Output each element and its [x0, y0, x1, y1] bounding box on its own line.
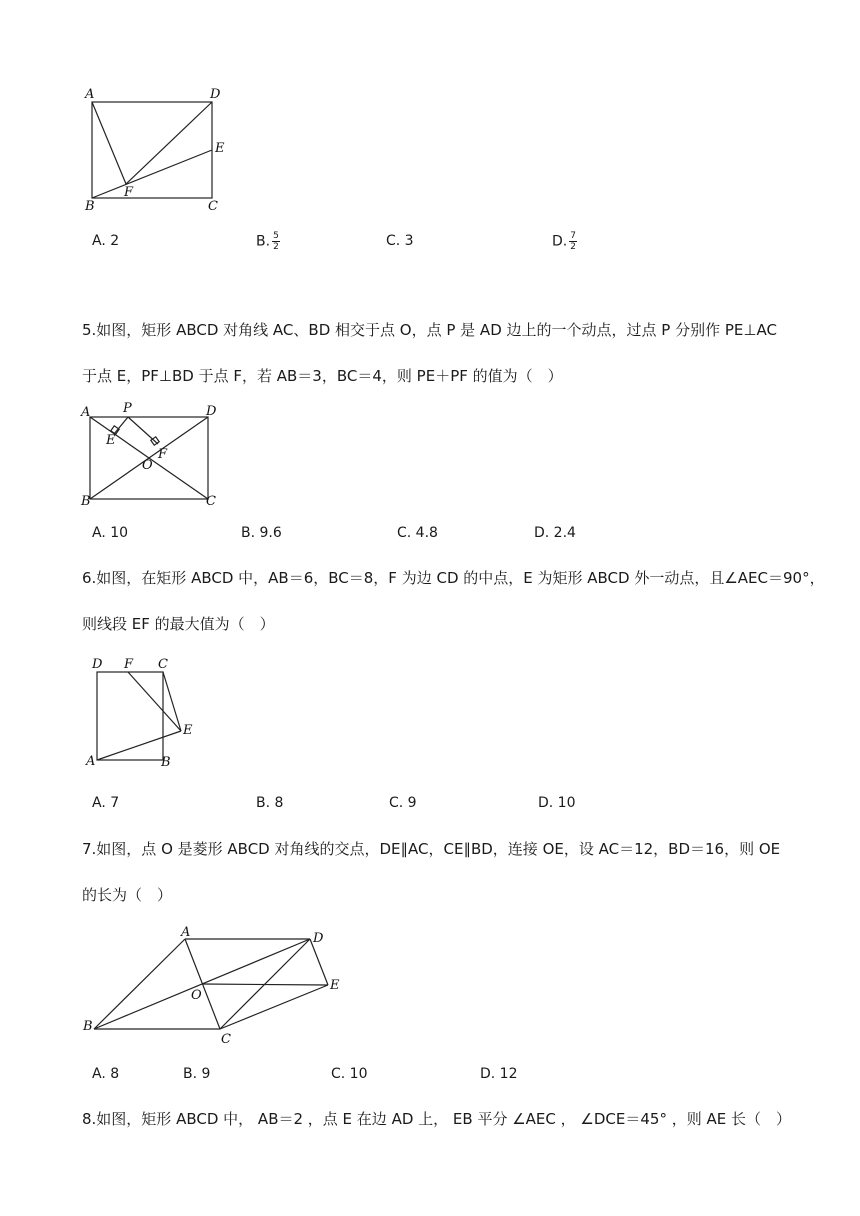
- q4-option-b-label: B.: [256, 233, 271, 250]
- q7-label-c: C: [221, 1032, 231, 1047]
- q6-option-a: A. 7: [92, 795, 120, 811]
- q7-stem-line1: 7.如图，点 O 是菱形 ABCD 对角线的交点，DE∥AC，CE∥BD，连接 OE，设 AC＝12，BD＝16，则 OE: [82, 840, 781, 858]
- q6-label-e: E: [183, 723, 193, 738]
- q7-option-d: D. 12: [480, 1066, 518, 1082]
- q6-option-b: B. 8: [256, 795, 284, 811]
- q6-label-a: A: [86, 754, 96, 769]
- q5-label-c: C: [206, 494, 216, 509]
- q7-label-o: O: [191, 988, 202, 1003]
- q5-label-a: A: [81, 405, 91, 420]
- q4-figure: [80, 84, 240, 216]
- q5-stem-line2: 于点 E，PF⊥BD 于点 F，若 AB＝3，BC＝4，则 PE＋PF 的值为（ ）: [82, 367, 563, 385]
- q7-label-d: D: [313, 931, 324, 946]
- q4-label-b: B: [85, 199, 95, 214]
- q6-label-b: B: [161, 755, 171, 770]
- q7-label-e: E: [330, 978, 340, 993]
- q5-option-d: D. 2.4: [534, 525, 576, 541]
- q5-option-b: B. 9.6: [241, 525, 282, 541]
- q6-option-d: D. 10: [538, 795, 576, 811]
- q5-option-a: A. 10: [92, 525, 129, 541]
- q7-option-a: A. 8: [92, 1066, 120, 1082]
- q6-label-f: F: [124, 657, 134, 672]
- q4-label-f: F: [124, 185, 134, 200]
- q5-stem-line1: 5.如图，矩形 ABCD 对角线 AC、BD 相交于点 O，点 P 是 AD 边上的一个动点，过点 P 分别作 PE⊥AC: [82, 321, 777, 339]
- q6-stem-line1: 6.如图，在矩形 ABCD 中，AB＝6，BC＝8，F 为边 CD 的中点，E 为矩形 ABCD 外一动点，且∠AEC＝90°，: [82, 569, 825, 587]
- q5-label-d: D: [206, 404, 217, 419]
- q7-stem-line2: 的长为（ ）: [82, 886, 173, 904]
- q4-label-e: E: [215, 141, 225, 156]
- q4-label-a: A: [85, 87, 95, 102]
- q5-option-c: C. 4.8: [397, 525, 438, 541]
- q6-figure: [82, 652, 212, 776]
- q4-option-d: [552, 231, 577, 252]
- q6-label-c: C: [158, 657, 168, 672]
- q4-option-d-fraction: $\frac{7}{2}$: [570, 231, 576, 252]
- q5-figure: [78, 398, 238, 510]
- q7-label-b: B: [83, 1019, 93, 1034]
- q4-option-b-fraction: $\frac{5}{2}$: [273, 231, 279, 252]
- q4-label-d: D: [210, 87, 221, 102]
- q7-figure: [80, 922, 350, 1048]
- q4-option-b: [256, 231, 280, 252]
- q4-option-c: C. 3: [386, 233, 414, 249]
- q5-label-o: O: [142, 458, 153, 473]
- q6-label-d: D: [92, 657, 103, 672]
- q7-option-c: C. 10: [331, 1066, 368, 1082]
- q6-option-c: C. 9: [389, 795, 417, 811]
- q5-label-e: E: [106, 433, 116, 448]
- q8-stem-line1: 8.如图，矩形 ABCD 中， AB＝2 ，点 E 在边 AD 上， EB 平分 ∠AEC ， ∠DCE＝45° ，则 AE 长（ ）: [82, 1110, 792, 1128]
- q6-stem-line2: 则线段 EF 的最大值为（ ）: [82, 615, 275, 633]
- q4-option-d-label: D.: [552, 233, 568, 250]
- q5-label-f: F: [158, 447, 168, 462]
- q5-label-p: P: [123, 401, 132, 416]
- q7-label-a: A: [181, 925, 191, 940]
- q5-label-b: B: [81, 494, 91, 509]
- q4-label-c: C: [208, 199, 218, 214]
- q7-option-b: B. 9: [183, 1066, 211, 1082]
- q4-option-a: A. 2: [92, 233, 120, 249]
